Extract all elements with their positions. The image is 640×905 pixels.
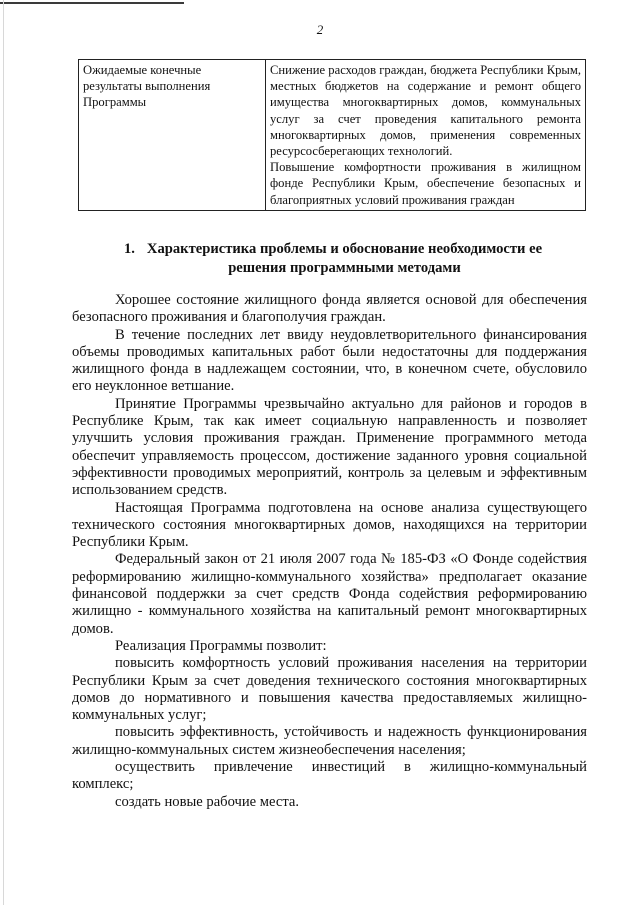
section-number: 1. bbox=[124, 241, 135, 257]
summary-label-cell: Ожидаемые конечные результаты выполнения Программы bbox=[79, 60, 266, 211]
summary-table-row bbox=[79, 60, 586, 211]
list-item: создать новые рабочие места. bbox=[115, 793, 300, 810]
list-item: осуществить привлечение инвестиций в жилищно-коммунальный комплекс; bbox=[72, 759, 587, 793]
scan-top-line bbox=[0, 2, 184, 4]
section-heading bbox=[92, 240, 597, 278]
list-item: повысить комфортность условий проживания населения на территории Республики Крым за счет доведения технического состояния многоквартирных домов до нормативного и повышения качества предоставляемых жилищно-коммунальных услуг; bbox=[72, 655, 587, 724]
summary-value-paragraph: Повышение комфортности проживания в жилищном фонде Республики Крым, обеспечение безопасных и благоприятных условий проживания граждан bbox=[270, 160, 581, 207]
paragraph: Хорошее состояние жилищного фонда является основой для обеспечения безопасного проживания и благополучия граждан. bbox=[72, 292, 587, 326]
body-text bbox=[72, 292, 587, 811]
paragraph: Реализация Программы позволит: bbox=[115, 637, 327, 654]
section-title-line: решения программными методами bbox=[228, 260, 461, 276]
scan-left-edge bbox=[3, 0, 4, 905]
summary-value-cell bbox=[266, 60, 586, 211]
section-title-line: Характеристика проблемы и обоснование необходимости ее bbox=[146, 241, 543, 257]
summary-value-paragraph: Снижение расходов граждан, бюджета Республики Крым, местных бюджетов на содержание и ремонт общего имущества многоквартирных домов, коммунальных услуг за счет проведения капитального ремонта многоквартирных домов, применения современных ресурсосберегающих технологий. bbox=[270, 63, 581, 159]
summary-table bbox=[78, 59, 586, 211]
paragraph: Принятие Программы чрезвычайно актуально для районов и городов в Республике Крым, так как имеет социальную направленность и позволяет улучшить условия проживания граждан. Применение программного метода обеспечит управляемость процессом, достижение заданного уровня социальной эффективности проводимых мероприятий, контроль за целевым и эффективным использованием средств. bbox=[72, 395, 587, 499]
paragraph: Федеральный закон от 21 июля 2007 года № 185-ФЗ «О Фонде содействия реформированию жилищно-коммунального хозяйства» предполагает оказание финансовой поддержки за счет средств Фонда содействия реформированию жилищно - коммунального хозяйства на капитальный ремонт многоквартирных домов. bbox=[72, 551, 587, 637]
paragraph: В течение последних лет ввиду неудовлетворительного финансирования объемы проводимых капитальных работ были недостаточны для поддержания жилищного фонда в надлежащем состоянии, что, в конечном счете, обусловило его неуклонное ветшание. bbox=[72, 326, 587, 395]
page-number: 2 bbox=[316, 22, 324, 37]
list-item: повысить эффективность, устойчивость и надежность функционирования жилищно-коммунальных систем жизнеобеспечения населения; bbox=[72, 724, 587, 758]
paragraph: Настоящая Программа подготовлена на основе анализа существующего технического состояния многоквартирных домов, находящихся на территории Республики Крым. bbox=[72, 499, 587, 551]
